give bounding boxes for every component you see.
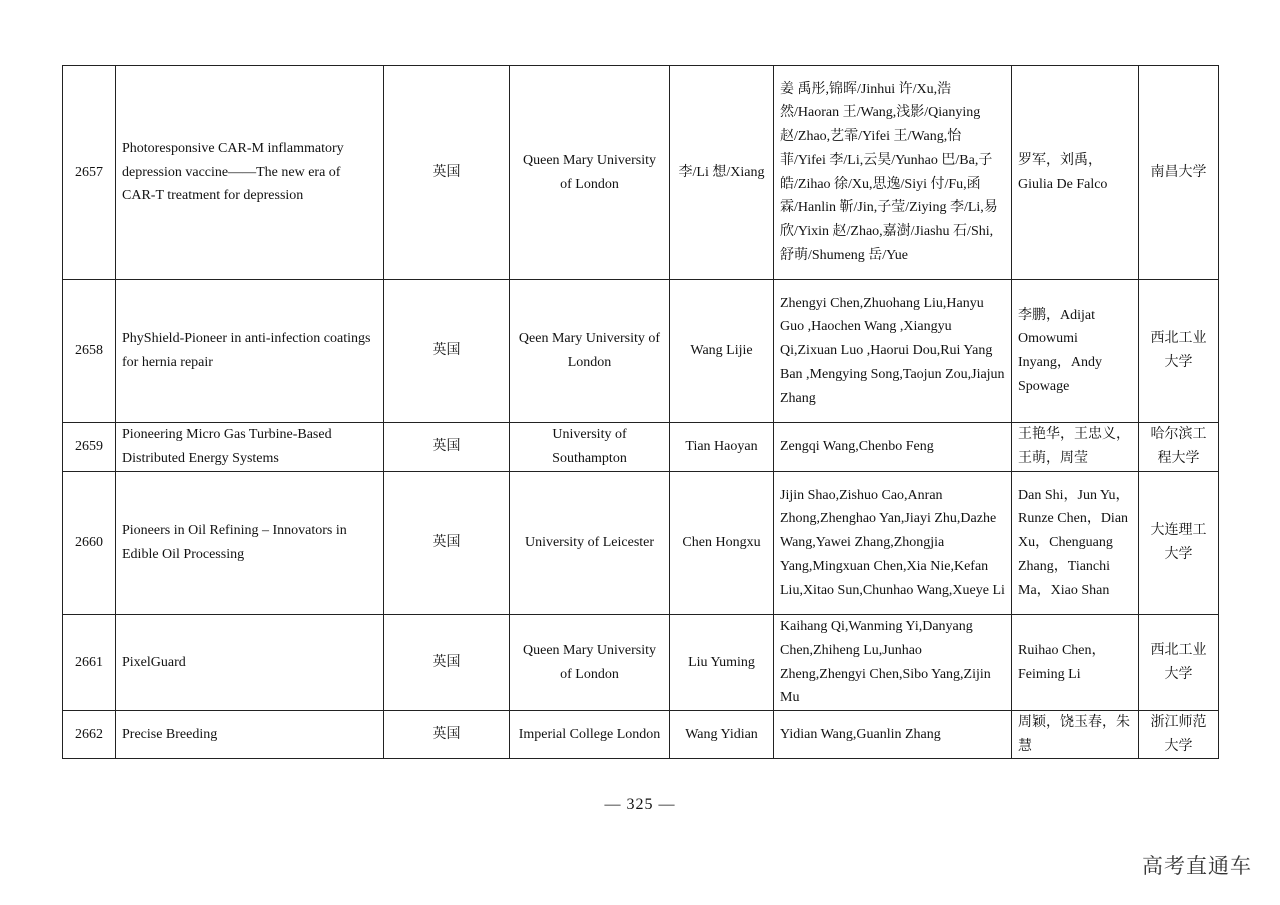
school: 西北工业大学 xyxy=(1139,615,1219,711)
team-members: Jijin Shao,Zishuo Cao,Anran Zhong,Zhenghao Yan,Jiayi Zhu,Dazhe Wang,Yawei Zhang,Zhongjia Yang,Mingxuan Chen,Xia Nie,Kefan Liu,Xitao Sun,Chunhao Wang,Xueye Li xyxy=(774,472,1012,615)
team-members: Zengqi Wang,Chenbo Feng xyxy=(774,423,1012,472)
project-title: PhyShield-Pioneer in anti-infection coatings for hernia repair xyxy=(116,280,384,423)
page-number: — 325 — xyxy=(604,796,676,813)
university: Queen Mary University of London xyxy=(510,615,670,711)
team-leader: Wang Yidian xyxy=(670,711,774,759)
team-leader: Chen Hongxu xyxy=(670,472,774,615)
tutors: 李鹏，Adijat Omowumi Inyang，Andy Spowage xyxy=(1012,280,1139,423)
school: 大连理工大学 xyxy=(1139,472,1219,615)
team-members: 姜 禹彤,锦晖/Jinhui 许/Xu,浩然/Haoran 王/Wang,浅影/Qianying 赵/Zhao,艺霏/Yifei 王/Wang,怡菲/Yifei 李/Li,云昊/Yunhao 巴/Ba,子皓/Zihao 徐/Xu,思逸/Siyi 付/Fu,函霖/Hanlin 靳/Jin,子莹/Ziying 李/Li,易欣/Yixin 赵/Zhao,嘉澍/Jiashu 石/Shi,舒萌/Shumeng 岳/Yue xyxy=(774,66,1012,280)
project-title: Precise Breeding xyxy=(116,711,384,759)
team-leader: Tian Haoyan xyxy=(670,423,774,472)
table-row xyxy=(63,615,1219,711)
project-title: Photoresponsive CAR-M inflammatory depression vaccine——The new era of CAR-T treatment for depression xyxy=(116,66,384,280)
project-id: 2658 xyxy=(63,280,116,423)
project-id: 2661 xyxy=(63,615,116,711)
table-row xyxy=(63,66,1219,280)
tutors: Dan Shi，Jun Yu，Runze Chen，Dian Xu，Chenguang Zhang，Tianchi Ma，Xiao Shan xyxy=(1012,472,1139,615)
team-leader: Liu Yuming xyxy=(670,615,774,711)
country: 英国 xyxy=(384,423,510,472)
table-row xyxy=(63,423,1219,472)
school: 浙江师范大学 xyxy=(1139,711,1219,759)
tutors: 周颖，饶玉春，朱慧 xyxy=(1012,711,1139,759)
table-row xyxy=(63,472,1219,615)
country: 英国 xyxy=(384,280,510,423)
project-id: 2662 xyxy=(63,711,116,759)
team-members: Kaihang Qi,Wanming Yi,Danyang Chen,Zhiheng Lu,Junhao Zheng,Zhengyi Chen,Sibo Yang,Zijin Mu xyxy=(774,615,1012,711)
university: Queen Mary University of London xyxy=(510,66,670,280)
university: Qeen Mary University of London xyxy=(510,280,670,423)
school: 西北工业大学 xyxy=(1139,280,1219,423)
team-members: Zhengyi Chen,Zhuohang Liu,Hanyu Guo ,Haochen Wang ,Xiangyu Qi,Zixuan Luo ,Haorui Dou,Rui Yang Ban ,Mengying Song,Taojun Zou,Jiajun Zhang xyxy=(774,280,1012,423)
project-id: 2657 xyxy=(63,66,116,280)
country: 英国 xyxy=(384,711,510,759)
watermark-logo-text: 高考直通车 xyxy=(1142,854,1252,878)
table-row xyxy=(63,711,1219,759)
project-title: Pioneers in Oil Refining – Innovators in Edible Oil Processing xyxy=(116,472,384,615)
country: 英国 xyxy=(384,66,510,280)
project-id: 2660 xyxy=(63,472,116,615)
school: 哈尔滨工程大学 xyxy=(1139,423,1219,472)
tutors: 罗军，刘禹，Giulia De Falco xyxy=(1012,66,1139,280)
project-title: PixelGuard xyxy=(116,615,384,711)
project-id: 2659 xyxy=(63,423,116,472)
project-title: Pioneering Micro Gas Turbine-Based Distributed Energy Systems xyxy=(116,423,384,472)
table-row xyxy=(63,280,1219,423)
team-leader: Wang Lijie xyxy=(670,280,774,423)
tutors: Ruihao Chen，Feiming Li xyxy=(1012,615,1139,711)
school: 南昌大学 xyxy=(1139,66,1219,280)
team-members: Yidian Wang,Guanlin Zhang xyxy=(774,711,1012,759)
team-leader: 李/Li 想/Xiang xyxy=(670,66,774,280)
country: 英国 xyxy=(384,472,510,615)
records-table xyxy=(62,65,1219,759)
university: Imperial College London xyxy=(510,711,670,759)
university: University of Leicester xyxy=(510,472,670,615)
country: 英国 xyxy=(384,615,510,711)
university: University of Southampton xyxy=(510,423,670,472)
tutors: 王艳华，王忠义，王萌，周莹 xyxy=(1012,423,1139,472)
